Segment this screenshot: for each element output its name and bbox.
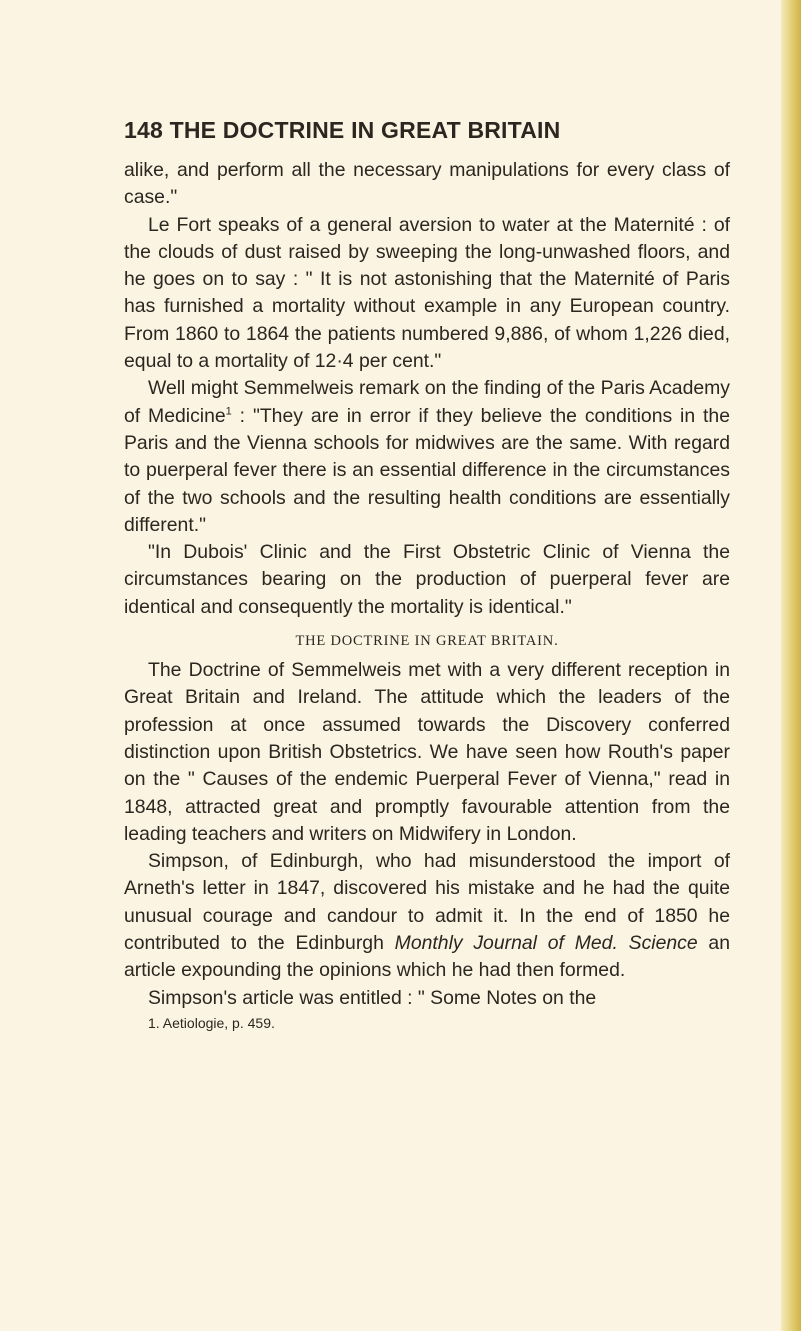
section-paragraph-2-text-a: Simpson, of Edinburgh, who had misunderstood the import of Arneth's letter in 1847, discovered his mistake and he had the quite unusual courage and candour to admit it. In the end of 1850 he contributed to the Edinburgh [124,850,730,955]
section-heading: THE DOCTRINE IN GREAT BRITAIN. [295,633,559,650]
section-paragraph-2-text-b: an article expounding the opinions which he had then formed. [124,932,730,982]
running-title: THE DOCTRINE IN GREAT BRITAIN [169,117,561,143]
paragraph-3-text-b: : "They are in error if they believe the conditions in the Paris and the Vienna schools for midwives are the same. With regard to puerperal fever there is an essential difference in the circumstances of the two schools and the resulting health conditions are essentially different." [124,404,730,536]
paragraph-1: alike, and perform all the necessary manipulations for every class of case." [124,159,730,209]
paragraph-3 [124,375,730,539]
body-text [124,157,730,1032]
paragraph-3-text-a: Well might Semmelweis remark on the finding of the Paris Academy of Medicine [124,377,730,427]
section-paragraph-3: Simpson's article was entitled : " Some Notes on the [148,986,597,1009]
paragraph-4: "In Dubois' Clinic and the First Obstetric Clinic of Vienna the circumstances bearing on the production of puerperal fever are identical and consequently the mortality is identical." [124,541,730,618]
page-number: 148 [124,117,163,143]
section-paragraph-1: The Doctrine of Semmelweis met with a very different reception in Great Britain and Ireland. The attitude which the leaders of the profession at once assumed towards the Discovery conferred distinction upon British Obstetrics. We have seen how Routh's paper on the " Causes of the endemic Puerperal Fever of Vienna," read in 1848, attracted great and promptly favourable attention from the leading teachers and writers on Midwifery in London. [124,659,730,845]
page-edge-shadow [781,0,801,1331]
footnote-reference: 1 [225,405,232,418]
footnote: 1. Aetiologie, p. 459. [148,1014,275,1031]
section-paragraph-2 [124,848,730,984]
paragraph-2: Le Fort speaks of a general aversion to water at the Maternité : of the clouds of dust raised by sweeping the long-unwashed floors, and he goes on to say : " It is not astonishing that the Maternité of Paris has furnished a mortality without example in any European country. From 1860 to 1864 the patients numbered 9,886, of whom 1,226 died, equal to a mortality of 12·4 per cent." [124,213,730,373]
running-head [124,117,560,144]
journal-title: Monthly Journal of Med. Science [394,932,698,955]
